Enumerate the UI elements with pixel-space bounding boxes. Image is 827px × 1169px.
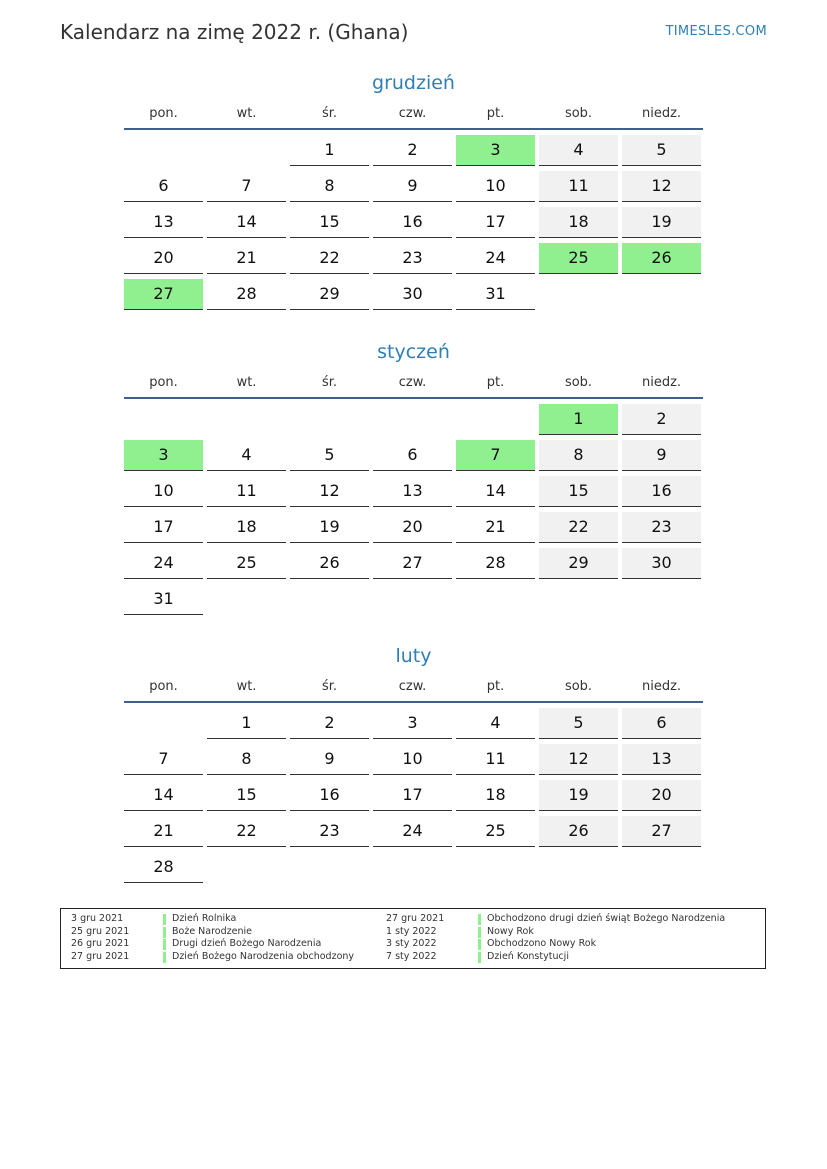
day-cell: 14 xyxy=(124,780,203,811)
weekday-header xyxy=(124,104,703,130)
legend-entry xyxy=(386,926,725,939)
day-cell: 17 xyxy=(456,207,535,238)
day-cell: 20 xyxy=(124,243,203,274)
day-cell: 28 xyxy=(207,279,286,310)
day-cell: 7 xyxy=(124,744,203,775)
empty-cell xyxy=(373,852,452,883)
empty-cell xyxy=(290,404,369,435)
week-row xyxy=(124,404,703,435)
day-cell: 17 xyxy=(373,780,452,811)
day-cell: 12 xyxy=(622,171,701,202)
month-february xyxy=(124,643,703,888)
day-cell: 28 xyxy=(124,852,203,883)
day-cell: 4 xyxy=(207,440,286,471)
day-cell: 5 xyxy=(622,135,701,166)
day-cell: 22 xyxy=(290,243,369,274)
weekday-label: śr. xyxy=(321,375,338,390)
day-cell: 10 xyxy=(124,476,203,507)
day-cell: 23 xyxy=(290,816,369,847)
empty-cell xyxy=(456,852,535,883)
legend-column-left xyxy=(71,913,354,964)
day-cell: 18 xyxy=(456,780,535,811)
month-grid xyxy=(124,135,703,310)
weekday-label: niedz. xyxy=(641,106,682,121)
empty-cell xyxy=(207,135,286,166)
weekday-label: pon. xyxy=(149,106,178,121)
weekday-header xyxy=(124,677,703,703)
day-cell: 2 xyxy=(373,135,452,166)
week-row xyxy=(124,171,703,202)
day-cell: 8 xyxy=(539,440,618,471)
weekday-label: niedz. xyxy=(641,375,682,390)
week-row xyxy=(124,548,703,579)
weekday-header xyxy=(124,373,703,399)
month-january xyxy=(124,339,703,620)
empty-cell xyxy=(124,708,203,739)
weekday-label: pon. xyxy=(149,679,178,694)
empty-cell xyxy=(207,852,286,883)
holiday-legend xyxy=(60,908,766,969)
day-cell: 2 xyxy=(290,708,369,739)
day-cell: 19 xyxy=(539,780,618,811)
holiday-marker-icon xyxy=(163,952,166,963)
empty-cell xyxy=(290,852,369,883)
weekday-label: czw. xyxy=(398,106,427,121)
day-cell: 6 xyxy=(124,171,203,202)
month-december xyxy=(124,70,703,315)
day-cell: 3 xyxy=(456,135,535,166)
day-cell: 4 xyxy=(539,135,618,166)
day-cell: 18 xyxy=(207,512,286,543)
day-cell: 9 xyxy=(290,744,369,775)
day-cell: 15 xyxy=(539,476,618,507)
day-cell: 25 xyxy=(456,816,535,847)
holiday-marker-icon xyxy=(478,939,481,950)
weekday-label: pon. xyxy=(149,375,178,390)
weekday-label: śr. xyxy=(321,106,338,121)
day-cell: 22 xyxy=(539,512,618,543)
day-cell: 27 xyxy=(373,548,452,579)
day-cell: 12 xyxy=(539,744,618,775)
legend-date: 27 gru 2021 xyxy=(386,913,445,924)
day-cell: 21 xyxy=(456,512,535,543)
day-cell: 26 xyxy=(622,243,701,274)
week-row xyxy=(124,852,703,883)
weekday-label: czw. xyxy=(398,679,427,694)
day-cell: 3 xyxy=(124,440,203,471)
legend-entry xyxy=(386,951,725,964)
empty-cell xyxy=(124,135,203,166)
day-cell: 16 xyxy=(290,780,369,811)
weekday-label: sob. xyxy=(564,106,593,121)
month-name: styczeń xyxy=(377,341,450,363)
week-row xyxy=(124,816,703,847)
day-cell: 11 xyxy=(456,744,535,775)
weekday-label: wt. xyxy=(236,106,257,121)
day-cell: 27 xyxy=(124,279,203,310)
day-cell: 6 xyxy=(622,708,701,739)
day-cell: 21 xyxy=(124,816,203,847)
empty-cell xyxy=(622,279,701,310)
legend-date: 27 gru 2021 xyxy=(71,951,130,963)
legend-date: 3 gru 2021 xyxy=(71,913,124,924)
day-cell: 9 xyxy=(622,440,701,471)
weekday-label: wt. xyxy=(236,375,257,390)
week-row xyxy=(124,279,703,310)
legend-entry xyxy=(71,938,354,951)
holiday-marker-icon xyxy=(478,952,481,963)
week-row xyxy=(124,512,703,543)
day-cell: 1 xyxy=(207,708,286,739)
empty-cell xyxy=(373,404,452,435)
empty-cell xyxy=(622,584,701,615)
day-cell: 7 xyxy=(207,171,286,202)
weekday-label: czw. xyxy=(398,375,427,390)
weekday-label: wt. xyxy=(236,679,257,694)
day-cell: 3 xyxy=(373,708,452,739)
day-cell: 24 xyxy=(456,243,535,274)
holiday-marker-icon xyxy=(478,914,481,925)
day-cell: 11 xyxy=(207,476,286,507)
month-grid xyxy=(124,708,703,883)
day-cell: 21 xyxy=(207,243,286,274)
day-cell: 16 xyxy=(373,207,452,238)
month-name: luty xyxy=(395,645,432,667)
day-cell: 14 xyxy=(207,207,286,238)
empty-cell xyxy=(539,584,618,615)
day-cell: 7 xyxy=(456,440,535,471)
empty-cell xyxy=(373,584,452,615)
empty-cell xyxy=(539,279,618,310)
day-cell: 10 xyxy=(456,171,535,202)
week-row xyxy=(124,476,703,507)
day-cell: 9 xyxy=(373,171,452,202)
week-row xyxy=(124,243,703,274)
month-grid xyxy=(124,404,703,615)
weekday-label: pt. xyxy=(486,375,505,390)
legend-entry xyxy=(71,951,354,964)
month-name: grudzień xyxy=(372,72,455,94)
day-cell: 15 xyxy=(207,780,286,811)
week-row xyxy=(124,440,703,471)
legend-date: 3 sty 2022 xyxy=(386,938,437,950)
day-cell: 6 xyxy=(373,440,452,471)
legend-date: 26 gru 2021 xyxy=(71,938,130,950)
day-cell: 19 xyxy=(290,512,369,543)
weekday-label: śr. xyxy=(321,679,338,694)
day-cell: 19 xyxy=(622,207,701,238)
empty-cell xyxy=(207,584,286,615)
empty-cell xyxy=(124,404,203,435)
day-cell: 4 xyxy=(456,708,535,739)
legend-entry xyxy=(71,926,354,939)
legend-date: 25 gru 2021 xyxy=(71,925,130,937)
day-cell: 25 xyxy=(539,243,618,274)
day-cell: 13 xyxy=(373,476,452,507)
weekday-label: pt. xyxy=(486,106,505,121)
day-cell: 26 xyxy=(539,816,618,847)
day-cell: 23 xyxy=(373,243,452,274)
holiday-marker-icon xyxy=(163,939,166,950)
day-cell: 31 xyxy=(124,584,203,615)
legend-holiday-name: Boże Narodzenie xyxy=(172,925,252,937)
empty-cell xyxy=(290,584,369,615)
holiday-marker-icon xyxy=(163,927,166,938)
day-cell: 14 xyxy=(456,476,535,507)
week-row xyxy=(124,744,703,775)
legend-holiday-name: Dzień Bożego Narodzenia obchodzony xyxy=(172,951,355,963)
legend-holiday-name: Dzień Konstytucji xyxy=(487,951,569,963)
day-cell: 20 xyxy=(373,512,452,543)
day-cell: 27 xyxy=(622,816,701,847)
day-cell: 31 xyxy=(456,279,535,310)
day-cell: 29 xyxy=(539,548,618,579)
weekday-label: niedz. xyxy=(641,679,682,694)
day-cell: 5 xyxy=(290,440,369,471)
brand-link[interactable]: TIMESLES.COM xyxy=(665,24,767,39)
day-cell: 20 xyxy=(622,780,701,811)
week-row xyxy=(124,135,703,166)
legend-holiday-name: Obchodzono Nowy Rok xyxy=(487,938,597,950)
weekday-label: pt. xyxy=(486,679,505,694)
day-cell: 1 xyxy=(290,135,369,166)
day-cell: 12 xyxy=(290,476,369,507)
day-cell: 2 xyxy=(622,404,701,435)
legend-holiday-name: Obchodzono drugi dzień świąt Bożego Narodzenia xyxy=(487,913,726,924)
legend-holiday-name: Drugi dzień Bożego Narodzenia xyxy=(172,938,322,950)
day-cell: 29 xyxy=(290,279,369,310)
weekday-label: sob. xyxy=(564,679,593,694)
legend-entry xyxy=(386,938,725,951)
day-cell: 25 xyxy=(207,548,286,579)
day-cell: 24 xyxy=(124,548,203,579)
day-cell: 24 xyxy=(373,816,452,847)
day-cell: 17 xyxy=(124,512,203,543)
day-cell: 5 xyxy=(539,708,618,739)
legend-holiday-name: Nowy Rok xyxy=(487,925,534,937)
legend-entry xyxy=(386,913,725,926)
day-cell: 23 xyxy=(622,512,701,543)
day-cell: 13 xyxy=(622,744,701,775)
day-cell: 30 xyxy=(373,279,452,310)
day-cell: 28 xyxy=(456,548,535,579)
day-cell: 13 xyxy=(124,207,203,238)
legend-date: 1 sty 2022 xyxy=(386,925,437,937)
day-cell: 1 xyxy=(539,404,618,435)
week-row xyxy=(124,207,703,238)
day-cell: 18 xyxy=(539,207,618,238)
week-row xyxy=(124,780,703,811)
empty-cell xyxy=(622,852,701,883)
holiday-marker-icon xyxy=(163,914,166,925)
day-cell: 26 xyxy=(290,548,369,579)
empty-cell xyxy=(456,584,535,615)
empty-cell xyxy=(207,404,286,435)
legend-holiday-name: Dzień Rolnika xyxy=(172,913,237,924)
day-cell: 8 xyxy=(207,744,286,775)
day-cell: 22 xyxy=(207,816,286,847)
legend-date: 7 sty 2022 xyxy=(386,951,437,963)
week-row xyxy=(124,584,703,615)
weekday-label: sob. xyxy=(564,375,593,390)
holiday-marker-icon xyxy=(478,927,481,938)
empty-cell xyxy=(456,404,535,435)
day-cell: 15 xyxy=(290,207,369,238)
legend-column-right xyxy=(386,913,725,964)
day-cell: 10 xyxy=(373,744,452,775)
day-cell: 11 xyxy=(539,171,618,202)
week-row xyxy=(124,708,703,739)
day-cell: 8 xyxy=(290,171,369,202)
day-cell: 30 xyxy=(622,548,701,579)
day-cell: 16 xyxy=(622,476,701,507)
page-title: Kalendarz na zimę 2022 r. (Ghana) xyxy=(60,20,409,44)
empty-cell xyxy=(539,852,618,883)
legend-entry xyxy=(71,913,354,926)
